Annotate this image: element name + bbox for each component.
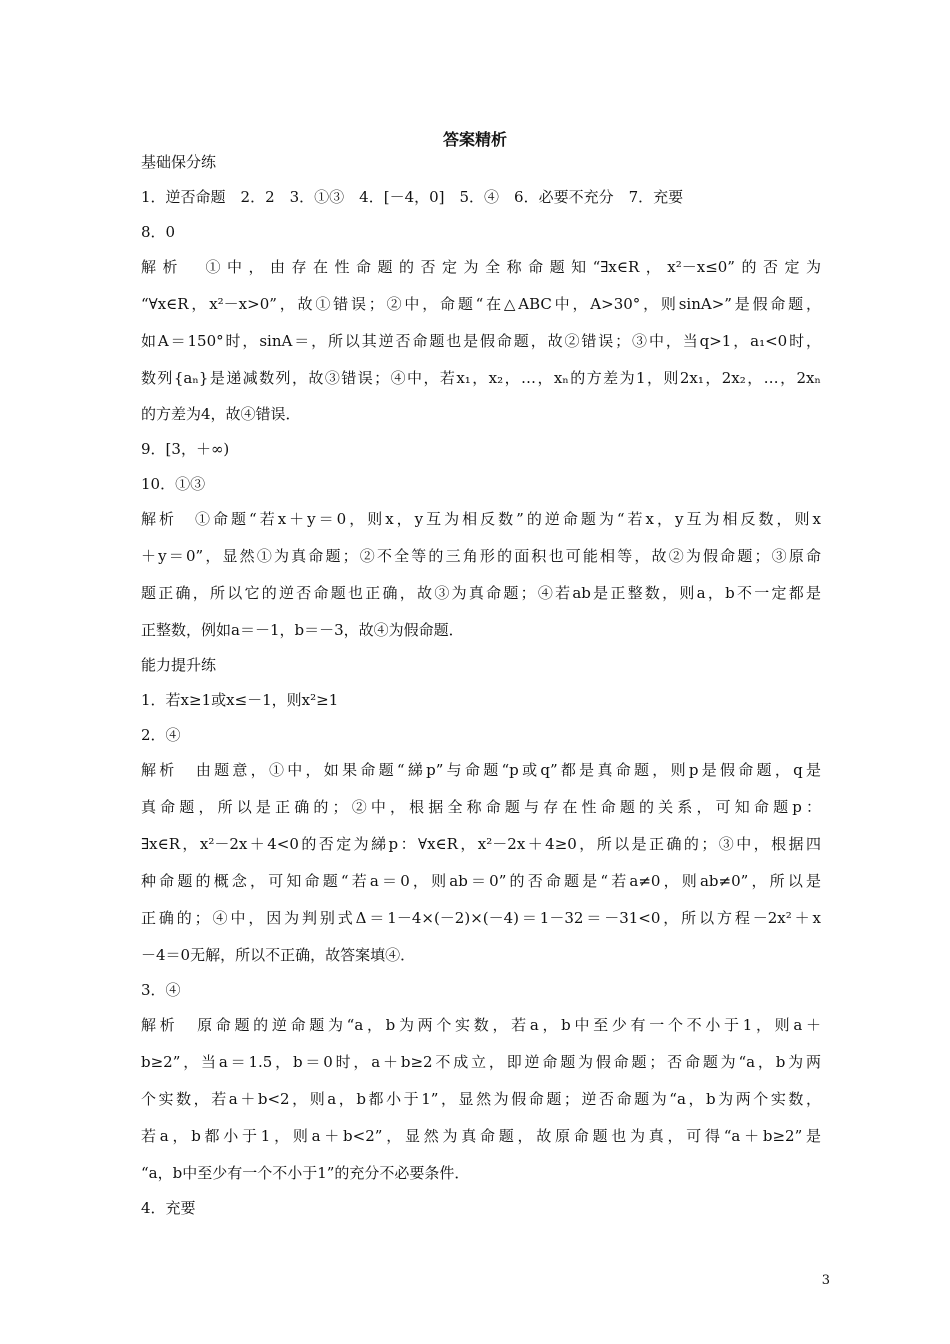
analysis-a3-line-5: “a，b中至少有一个不小于1”的充分不必要条件．	[141, 1164, 470, 1182]
analysis-a3-line-2: b≥2”，当a＝1.5，b＝0时，a＋b≥2不成立，即逆命题为假命题；否命题为“a，b为两	[141, 1053, 821, 1071]
analysis-a3-line-1: 解析 原命题的逆命题为“a，b为两个实数，若a，b中至少有一个不小于1，则a＋	[141, 1016, 821, 1034]
advanced-answer-1: 1．若x≥1或x≤－1，则x²≥1	[141, 691, 339, 709]
answer-line-1-7: 1．逆否命题 2．2 3．①③ 4．[－4，0] 5．④ 6．必要不充分 7．充要	[141, 188, 684, 206]
analysis-a2-line-2: 真命题，所以是正确的；②中，根据全称命题与存在性命题的关系，可知命题p：	[141, 798, 821, 816]
section-heading-advanced: 能力提升练	[141, 656, 217, 674]
analysis-a2-line-4: 种命题的概念，可知命题“若a＝0，则ab＝0”的否命题是“若a≠0，则ab≠0”，所以是	[141, 872, 821, 890]
analysis-10-line-3: 题正确，所以它的逆否命题也正确，故③为真命题；④若ab是正整数，则a，b不一定都是	[141, 584, 821, 602]
page-number: 3	[821, 1273, 830, 1288]
advanced-answer-4: 4．充要	[141, 1199, 196, 1217]
section-heading-basic: 基础保分练	[141, 153, 217, 171]
page-title: 答案精析	[442, 130, 507, 149]
answer-line-9: 9．[3，＋∞)	[141, 440, 230, 458]
analysis-a3-line-4: 若a，b都小于1，则a＋b<2”，显然为真命题，故原命题也为真，可得“a＋b≥2”是	[141, 1127, 821, 1145]
analysis-10-line-2: ＋y＝0”，显然①为真命题；②不全等的三角形的面积也可能相等，故②为假命题；③原命	[141, 547, 821, 565]
analysis-8-line-3: 如A＝150°时，sinA＝，所以其逆否命题也是假命题，故②错误；③中，当q>1，a₁<0时，	[141, 332, 821, 350]
analysis-8-line-1: 解析 ①中，由存在性命题的否定为全称命题知“∃x∈R，x²－x≤0”的否定为	[141, 258, 821, 276]
analysis-8-line-2: “∀x∈R，x²－x>0”，故①错误；②中，命题“在△ABC中，A>30°，则sinA>”是假命题，	[141, 295, 821, 313]
advanced-answer-2: 2．④	[141, 726, 181, 744]
advanced-answer-3: 3．④	[141, 981, 181, 999]
answer-line-10: 10．①③	[141, 475, 206, 493]
analysis-10-line-4: 正整数，例如a＝－1，b＝－3，故④为假命题．	[141, 621, 464, 639]
analysis-a2-line-6: －4＝0无解，所以不正确，故答案填④．	[141, 946, 416, 964]
analysis-a2-line-5: 正确的；④中，因为判别式Δ＝1－4×(－2)×(－4)＝1－32＝－31<0，所以方程－2x²＋x	[141, 909, 821, 927]
analysis-8-line-4: 数列{aₙ}是递减数列，故③错误；④中，若x₁，x₂，…，xₙ的方差为1，则2x₁，2x₂，…，2xₙ	[141, 369, 821, 387]
analysis-a3-line-3: 个实数，若a＋b<2，则a，b都小于1”，显然为假命题；逆否命题为“a，b为两个实数，	[141, 1090, 821, 1108]
analysis-8-line-5: 的方差为4，故④错误．	[141, 405, 301, 423]
analysis-a2-line-1: 解析 由题意，①中，如果命题“綈p”与命题“p或q”都是真命题，则p是假命题，q是	[141, 761, 821, 779]
answer-line-8: 8．0	[141, 223, 176, 241]
analysis-a2-line-3: ∃x∈R，x²－2x＋4<0的否定为綈p：∀x∈R，x²－2x＋4≥0，所以是正确的；③中，根据四	[141, 835, 821, 853]
analysis-10-line-1: 解析 ①命题“若x＋y＝0，则x，y互为相反数”的逆命题为“若x，y互为相反数，则x	[141, 510, 821, 528]
